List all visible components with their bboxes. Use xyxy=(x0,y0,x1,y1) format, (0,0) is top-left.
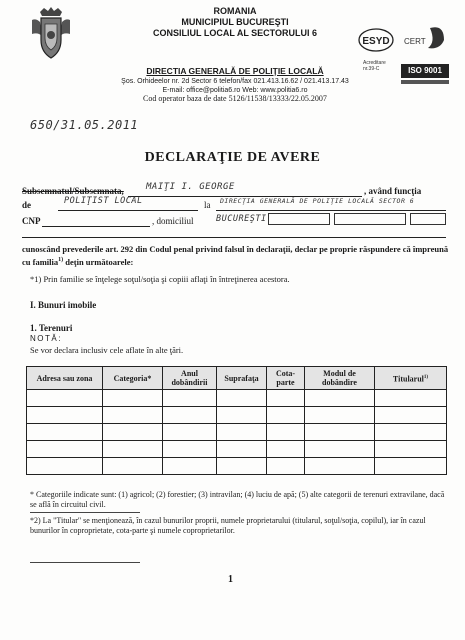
header-council: CONSILIUL LOCAL AL SECTORULUI 6 xyxy=(152,28,317,38)
institution-field[interactable] xyxy=(216,198,446,211)
cnp-label: CNP xyxy=(22,216,41,226)
note-label: NOTĂ: xyxy=(30,334,62,343)
page-title: DECLARAŢIE DE AVERE xyxy=(144,150,321,165)
subsection-title: 1. Terenuri xyxy=(30,323,73,333)
titular-footnote: *2) La "Titular" se menţionează, în cazul bunurilor proprii, numele proprietarului (titularul, soţul/soţia, copilul), iar în cazul bunurilor în coproprietate, cota-parte şi numele coproprietarilor. xyxy=(30,516,426,535)
institution-value: DIRECŢIA GENERALĂ DE POLIŢIE LOCALĂ SECTOR 6 xyxy=(220,197,415,205)
footnote-divider xyxy=(30,512,140,513)
header-municipality: MUNICIPIUL BUCUREŞTI xyxy=(181,17,289,27)
col-category: Categoria* xyxy=(103,367,163,390)
function-value: POLIŢIST LOCAL xyxy=(64,196,143,206)
domicile-value: BUCUREŞTI xyxy=(216,214,267,224)
domicile-field[interactable] xyxy=(210,213,446,226)
col-owner xyxy=(375,367,447,390)
family-footnote: *1) Prin familie se înţelege soţul/soţia şi copiii aflaţi în întreţinerea acestora. xyxy=(30,274,290,284)
col-share: Cota-parte xyxy=(267,367,305,390)
domicile-label: , domiciliul xyxy=(152,216,194,226)
name-value: MAIŢI I. GEORGE xyxy=(146,182,235,192)
table-row xyxy=(27,390,447,407)
function-field[interactable] xyxy=(58,198,198,211)
at-label: la xyxy=(204,200,211,210)
owner-header-sup: 1) xyxy=(423,374,429,380)
table-row xyxy=(27,441,447,458)
header-country: ROMANIA xyxy=(213,6,257,16)
svg-text:ESYD: ESYD xyxy=(362,36,390,47)
table-row xyxy=(27,424,447,441)
coat-of-arms-logo xyxy=(28,6,74,62)
col-address: Adresa sau zona xyxy=(27,367,103,390)
iso-badge xyxy=(363,60,451,88)
of-label: de xyxy=(22,200,31,210)
name-field[interactable] xyxy=(128,184,362,197)
note-text: Se vor declara inclusiv cele aflate în alte ţări. xyxy=(30,345,184,355)
table-row xyxy=(27,407,447,424)
function-label: , având funcţia xyxy=(364,186,422,196)
accreditation-label: Acreditare nr.39-C xyxy=(363,60,386,72)
bottom-divider xyxy=(30,562,140,563)
cert-logo xyxy=(400,22,448,54)
col-surface: Suprafaţa xyxy=(217,367,267,390)
legal-statement xyxy=(22,244,450,268)
col-year: Anul dobândirii xyxy=(163,367,217,390)
col-acquisition: Modul de dobândire xyxy=(305,367,375,390)
esyd-logo xyxy=(356,24,396,56)
directorate-contact: E-mail: office@politia6.ro Web: www.politia6.ro xyxy=(162,87,308,94)
section-title: I. Bunuri imobile xyxy=(30,300,97,310)
page-number: 1 xyxy=(228,574,233,585)
iso-label: ISO 9001 xyxy=(401,64,449,78)
subscribed-label: Subsemnatul/Subsemnata, xyxy=(22,186,124,196)
operator-code: Cod operator baza de date 5126/11538/13333/22.05.2007 xyxy=(143,94,327,103)
statement-end: deţin următoarele: xyxy=(65,256,134,267)
cert-label: CERT xyxy=(404,37,426,46)
statement-text: cunoscând prevederile art. 292 din Codul penal privind falsul în declaraţii, declar pe proprie răspundere că împreună cu familia xyxy=(22,244,449,267)
address-continuation-line[interactable] xyxy=(22,236,446,238)
registration-number: 650/31.05.2011 xyxy=(30,118,139,132)
directorate-address: Şos. Orhideelor nr. 2d Sector 6 telefon/fax 021.413.16.62 / 021.413.17.43 xyxy=(121,78,349,85)
cnp-field[interactable] xyxy=(42,214,150,227)
directorate-name: DIRECTIA GENERALĂ DE POLIŢIE LOCALĂ xyxy=(146,66,324,76)
land-table xyxy=(26,366,447,475)
table-row xyxy=(27,458,447,475)
statement-sup: 1) xyxy=(58,257,64,263)
category-footnote: * Categoriile indicate sunt: (1) agricol; (2) forestier; (3) intravilan; (4) luciu de apă; (5) alte categorii de terenuri extravilane, dacă se află în circuitul civil. xyxy=(30,490,445,509)
table-header-row xyxy=(27,367,447,390)
owner-header-text: Titularul xyxy=(392,374,424,384)
